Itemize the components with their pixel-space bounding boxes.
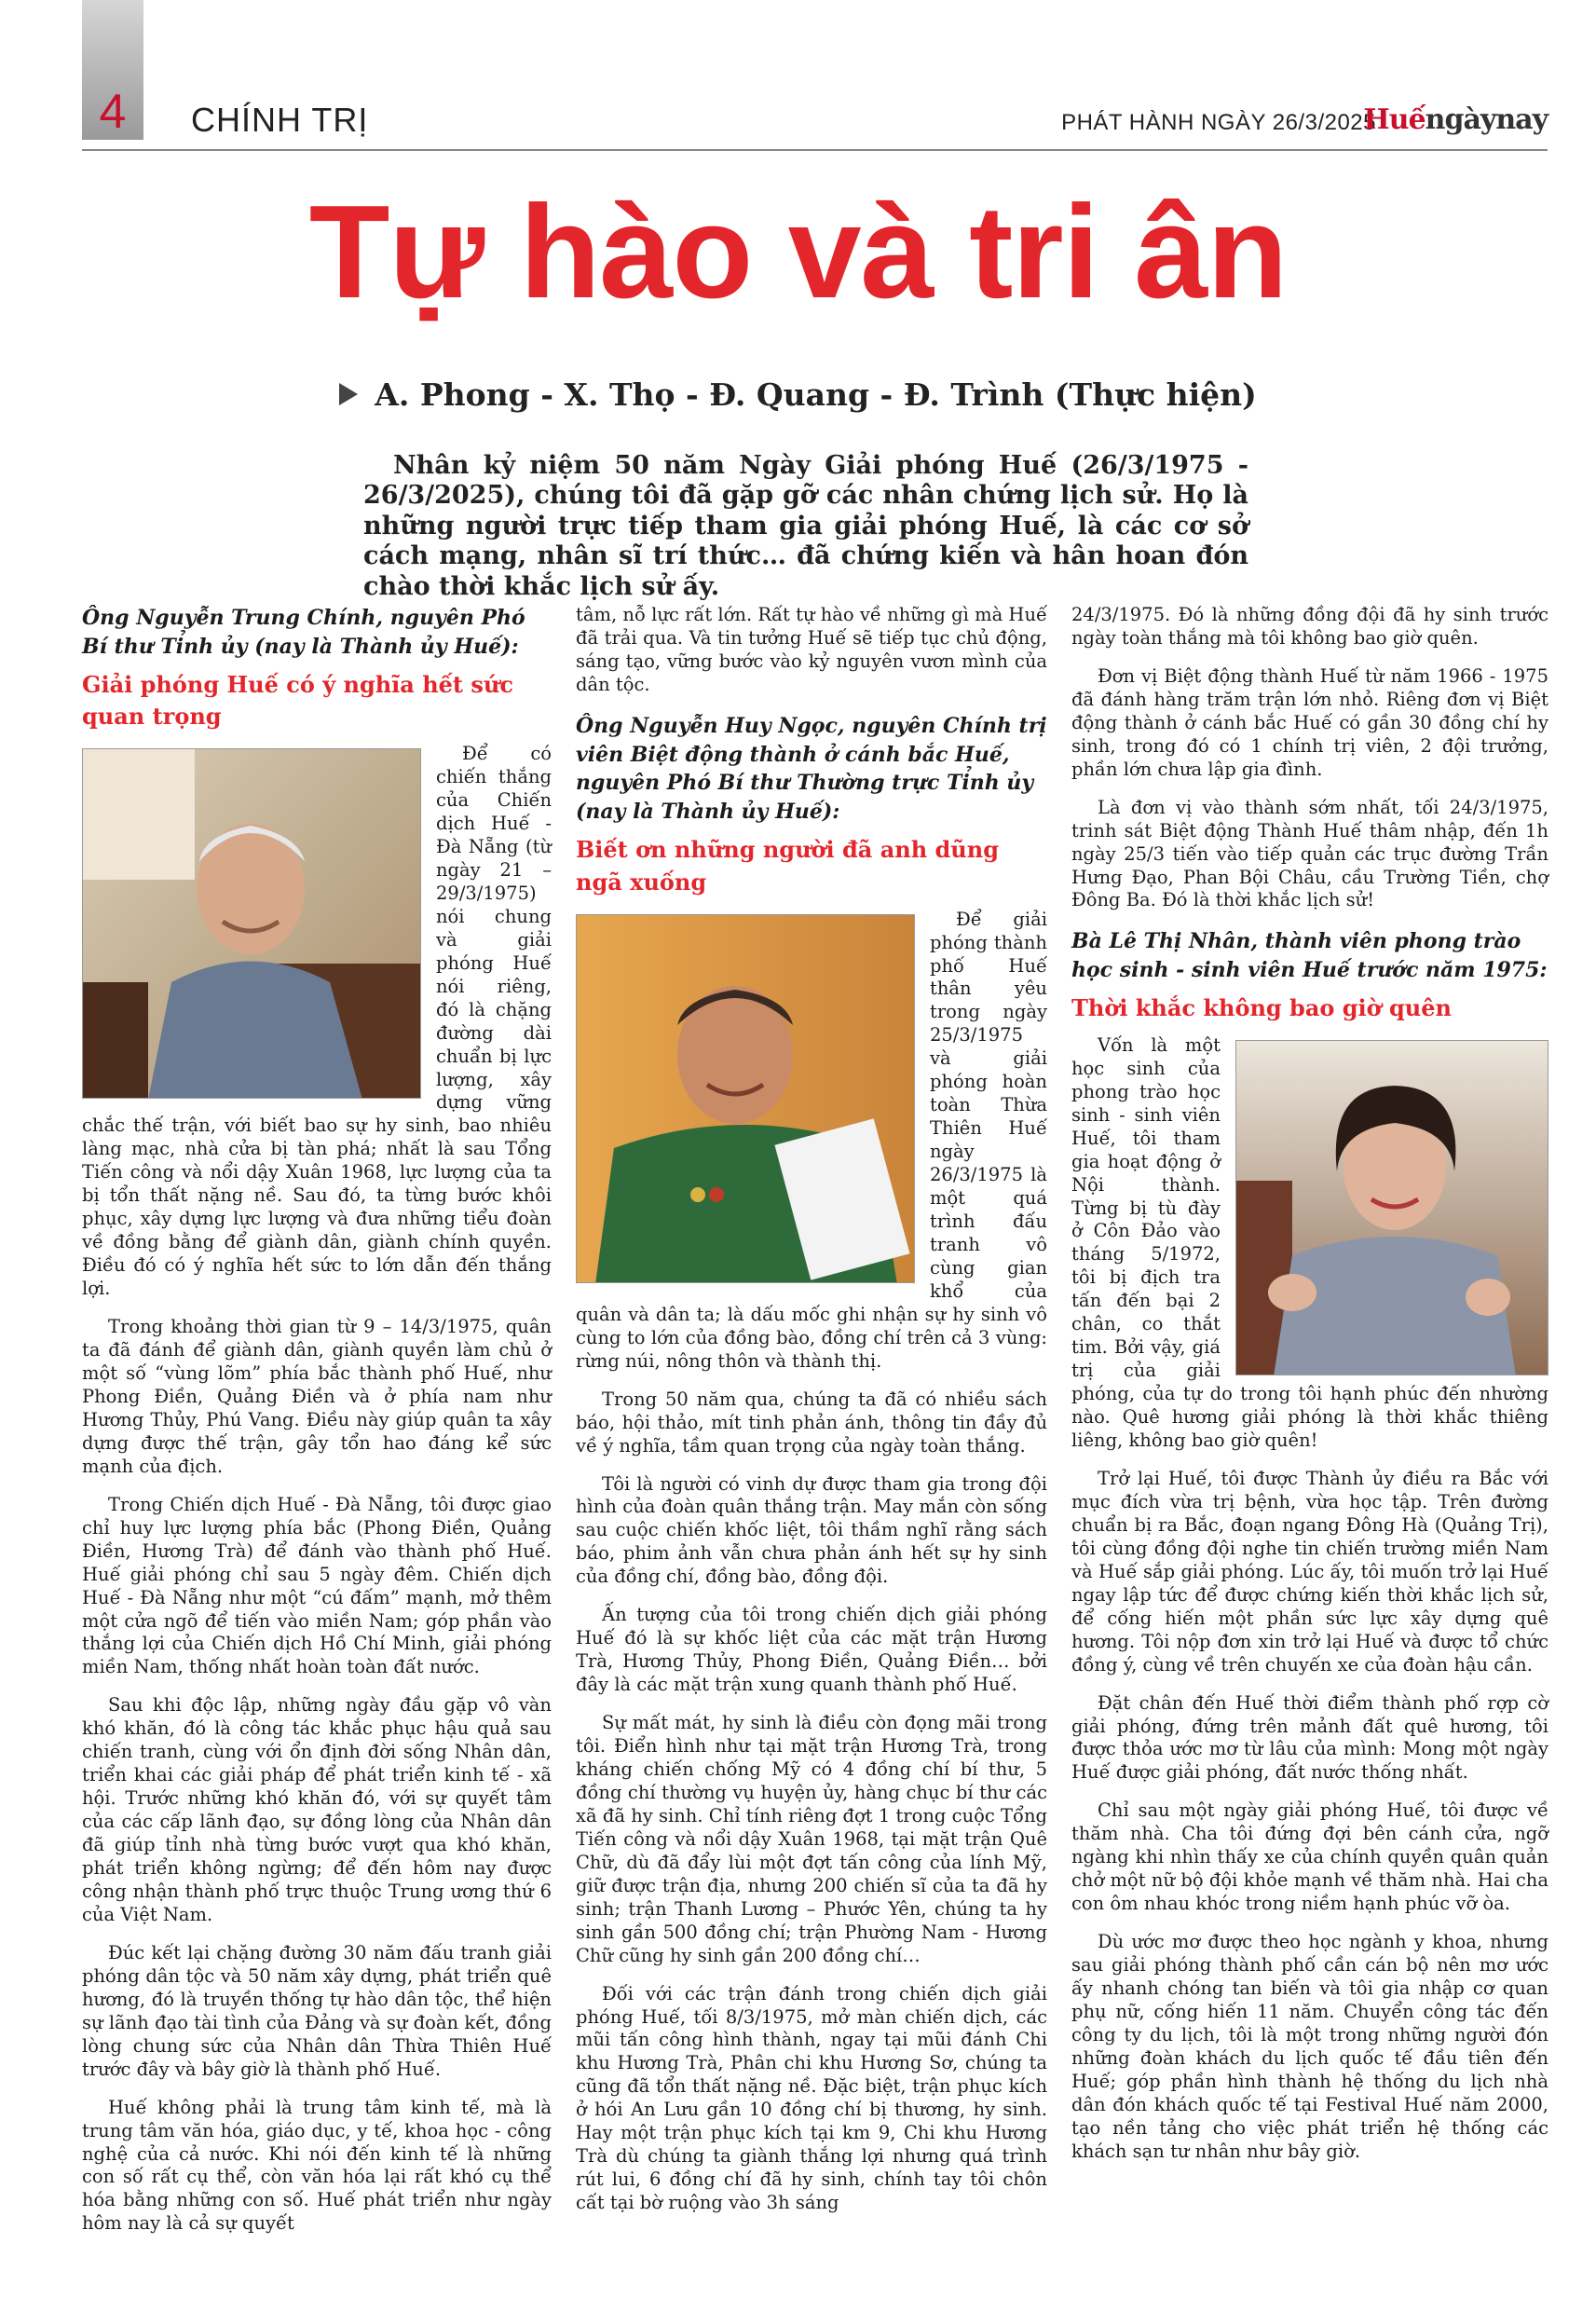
article-title: Tự hào và tri ân	[308, 178, 1288, 326]
newspaper-logo	[1363, 103, 1548, 136]
portrait-photo	[1235, 1040, 1548, 1375]
release-date: PHÁT HÀNH NGÀY 26/3/2025	[1061, 110, 1376, 135]
portrait-photo	[82, 748, 421, 1099]
portrait-woman-grey-jacket	[1236, 1041, 1548, 1375]
column-3	[1071, 604, 1548, 2179]
logo-part-b: ngàynay	[1425, 103, 1548, 136]
column-2	[576, 604, 1047, 2230]
paragraph: Đối với các trận đánh trong chiến dịch giải phóng Huế, tối 8/3/1975, mở màn chiến dịch, các mũi tấn công hình thành, ngay tại mũi đánh Chi khu Hương Trà, Phân chi khu Hương Sơ, chúng ta cũng đã tổn thất nặng nề. Đặc biệt, trận phục kích ở hói An Lưu gần 10 đồng chí bị thương, hy sinh. Hay một trận phục kích tại km 9, Chi khu Hương Trà dù chúng ta giành thắng lợi nhưng quá trình rút lui, 6 đồng chí đã hy sinh, chính tay tôi chôn cất tại bờ ruộng vào 3h sáng	[576, 1982, 1047, 2214]
byline-text: A. Phong - X. Thọ - Đ. Quang - Đ. Trình (Thực hiện)	[375, 376, 1257, 413]
lede	[363, 451, 1248, 602]
section-heading: Biết ơn những người đã anh dũng ngã xuống	[576, 836, 999, 896]
interviewee-intro: Bà Lê Thị Nhân, thành viên phong trào học sinh - sinh viên Huế trước năm 1975:	[1071, 929, 1548, 983]
paragraph: Đặt chân đến Huế thời điểm thành phố rợp cờ giải phóng, đứng trên mảnh đất quê hương, tôi được thỏa ước mơ từ lâu của mình: Mong một ngày Huế được giải phóng, đất nước thống nhất.	[1071, 1691, 1548, 1784]
logo-part-a: Huế	[1363, 103, 1425, 136]
header-divider	[82, 149, 1548, 151]
play-triangle-icon	[339, 383, 358, 405]
paragraph: Đúc kết lại chặng đường 30 năm đấu tranh giải phóng dân tộc và 50 năm xây dựng, phát triển quê hương, đó là truyền thống tự hào dân tộc, thể hiện sự lãnh đạo tài tình của Đảng và sự đoàn kết, đồng lòng chung sức của Nhân dân Thừa Thiên Huế trước đây và bây giờ là thành phố Huế.	[82, 1941, 552, 2080]
lede-text: Nhân kỷ niệm 50 năm Ngày Giải phóng Huế (26/3/1975 - 26/3/2025), chúng tôi đã gặp gỡ các nhân chứng lịch sử. Họ là những người trực tiếp tham gia giải phóng Huế, là các cơ sở cách mạng, nhân sĩ trí thức… đã chứng kiến và hân hoan đón chào thời khắc lịch sử ấy.	[363, 451, 1248, 601]
paragraph: Chỉ sau một ngày giải phóng Huế, tôi được về thăm nhà. Cha tôi đứng đợi bên cánh cửa, ngỡ ngàng khi nhìn thấy xe của chính quyền quân quản chở một nữ bộ đội khỏe mạnh về thăm nhà. Hai cha con ôm nhau khóc trong niềm hạnh phúc vỡ òa.	[1071, 1799, 1548, 1915]
paragraph: Vốn là một học sinh của phong trào học sinh - sinh viên Huế, tôi tham gia hoạt động ở Nội thành. Từng bị tù đày ở Côn Đảo vào tháng 5/1972, tôi bị địch tra tấn đến bại 2 chân, co thắt tim. Bởi vậy, giá trị của giải phóng, của tự do trong tôi hạnh phúc đến nhường nào. Quê hương giải phóng là thời khắc thiêng liêng, không bao giờ quên!	[1071, 1033, 1548, 1452]
interviewee-intro: Ông Nguyễn Huy Ngọc, nguyên Chính trị viên Biệt động thành ở cánh bắc Huế, nguyên Phó Bí thư Thường trực Tỉnh ủy (nay là Thành ủy Huế):	[576, 713, 1047, 825]
paragraph: Sau khi độc lập, những ngày đầu gặp vô vàn khó khăn, đó là công tác khắc phục hậu quả sau chiến tranh, cùng với ổn định đời sống Nhân dân, triển khai các giải pháp để phát triển kinh tế - xã hội. Trước những khó khăn đó, với sự quyết tâm của các cấp lãnh đạo, sự đồng lòng của Nhân dân đã giúp tỉnh nhà từng bước vượt qua khó khăn, phát triển không ngừng; để đến hôm nay được công nhận thành phố trực thuộc Trung ương thứ 6 của Việt Nam.	[82, 1694, 552, 1925]
section-heading: Thời khắc không bao giờ quên	[1071, 994, 1452, 1022]
paragraph: Trong 50 năm qua, chúng ta đã có nhiều sách báo, hội thảo, mít tinh phản ánh, thông tin đầy đủ về ý nghĩa, tầm quan trọng của ngày toàn thắng.	[576, 1388, 1047, 1457]
column-1	[82, 604, 552, 2250]
paragraph: Để giải phóng thành phố Huế thân yêu trong ngày 25/3/1975 và giải phóng hoàn toàn Thừa Thiên Huế ngày 26/3/1975 là một quá trình đấu tranh vô cùng gian khổ của quân và dân ta; là dấu mốc ghi nhận sự hy sinh vô cùng to lớn của đồng bào, đồng chí trên cả 3 vùng: rừng núi, nông thôn và thành thị.	[576, 908, 1047, 1372]
paragraph: Tôi là người có vinh dự được tham gia trong đội hình của đoàn quân thắng trận. May mắn còn sống sau cuộc chiến khốc liệt, tôi thầm nghĩ rằng sách báo, phim ảnh vẫn chưa phản ánh hết sự hy sinh của đồng chí, đồng bào, đồng đội.	[576, 1472, 1047, 1588]
paragraph: Ấn tượng của tôi trong chiến dịch giải phóng Huế đó là sự khốc liệt của các mặt trận Hương Trà, Hương Thủy, Phong Điền, Quảng Điền… bởi đây là các mặt trận xung quanh thành phố Huế.	[576, 1604, 1047, 1696]
paragraph: Dù ước mơ được theo học ngành y khoa, nhưng sau giải phóng thành phố cần cán bộ nên mơ ước ấy nhanh chóng tan biến và tôi gia nhập cơ quan phụ nữ, cống hiến 11 năm. Chuyển công tác đến công ty du lịch, tôi là một trong những người đón những đoàn khách du lịch quốc tế đầu tiên đến Huế; góp phần hình thành hệ thống du lịch nhà dân đón khách quốc tế tại Festival Huế năm 2000, tạo nền tảng cho việc phát triển hệ thống các khách sạn tư nhân như bây giờ.	[1071, 1931, 1548, 2162]
paragraph: 24/3/1975. Đó là những đồng đội đã hy sinh trước ngày toàn thắng mà tôi không bao giờ quên.	[1071, 604, 1548, 649]
paragraph: Sự mất mát, hy sinh là điều còn đọng mãi trong tôi. Điển hình như tại mặt trận Hương Trà, trong kháng chiến chống Mỹ có 4 đồng chí bí thư, 5 đồng chí thường vụ huyện ủy, hàng chục bí thư các xã đã hy sinh. Chỉ tính riêng đợt 1 trong cuộc Tổng Tiến công và nổi dậy Xuân 1968, tại mặt trận Quê Chữ, dù đã đẩy lùi một đợt tấn công của lính Mỹ, giữ được trận địa, nhưng 200 chiến sĩ của ta đã hy sinh; trận Thanh Lương – Phước Yên, chúng ta hy sinh gần 500 đồng chí; trận Phường Nam - Hương Chữ cũng hy sinh gần 200 đồng chí…	[576, 1712, 1047, 1966]
portrait-elderly-man	[83, 749, 421, 1099]
byline	[0, 376, 1596, 413]
section-heading: Giải phóng Huế có ý nghĩa hết sức quan trọng	[82, 670, 513, 731]
paragraph: Để có chiến thắng của Chiến dịch Huế - Đà Nẵng (từ ngày 21 – 29/3/1975) nói chung và giải phóng Huế nói riêng, đó là chặng đường dài chuẩn bị lực lượng, xây dựng vững chắc thế trận, với biết bao sự hy sinh, bao nhiêu làng mạc, nhà cửa bị tàn phá; nhất là sau Tổng Tiến công và nổi dậy Xuân 1968, lực lượng của ta bị tổn thất nặng nề. Sau đó, ta từng bước khôi phục, xây dựng lực lượng và đưa những tiểu đoàn về đồng bằng để giành dân, giành chính quyền. Điều đó có ý nghĩa hết sức to lớn dẫn đến thắng lợi.	[82, 743, 552, 1300]
section-label: CHÍNH TRỊ	[191, 101, 369, 139]
interviewee-intro: Ông Nguyễn Trung Chính, nguyên Phó Bí thư Tỉnh ủy (nay là Thành ủy Huế):	[82, 606, 525, 659]
paragraph: Đơn vị Biệt động thành Huế từ năm 1966 - 1975 đã đánh hàng trăm trận lớn nhỏ. Riêng đơn vị Biệt động thành ở cánh bắc Huế có gần 30 đồng chí hy sinh, trong đó có 1 chính trị viên, 2 đội trưởng, phần lớn chưa lập gia đình.	[1071, 664, 1548, 780]
paragraph: Huế không phải là trung tâm kinh tế, mà là trung tâm văn hóa, giáo dục, y tế, khoa học - công nghệ của cả nước. Khi nói đến kinh tế là những con số rất cụ thể, còn văn hóa lại rất khó cụ thể hóa bằng những con số. Huế phát triển như ngày hôm nay là cả sự quyết	[82, 2096, 552, 2235]
paragraph: Là đơn vị vào thành sớm nhất, tối 24/3/1975, trinh sát Biệt động Thành Huế thâm nhập, đến 1h ngày 25/3 tiến vào tiếp quản các trục đường Trần Hưng Đạo, Phan Bội Châu, cầu Trường Tiền, chợ Đông Ba. Đó là thời khắc lịch sử!	[1071, 796, 1548, 911]
paragraph: tâm, nỗ lực rất lớn. Rất tự hào về những gì mà Huế đã trải qua. Và tin tưởng Huế sẽ tiếp tục chủ động, sáng tạo, vững bước vào kỷ nguyên vươn mình của dân tộc.	[576, 604, 1047, 695]
portrait-photo	[576, 914, 915, 1283]
paragraph: Trong khoảng thời gian từ 9 – 14/3/1975, quân ta đã đánh để giành dân, giành quyền làm chủ ở một số “vùng lõm” phía bắc thành phố Huế, như Phong Điền, Quảng Điền và ở phía nam như Hương Thủy, Phú Vang. Điều này giúp quân ta xây dựng được thế trận, gây tổn hao đáng kể sức mạnh của địch.	[82, 1316, 552, 1477]
paragraph: Trở lại Huế, tôi được Thành ủy điều ra Bắc với mục đích vừa trị bệnh, vừa học tập. Trên đường chuẩn bị ra Bắc, đoạn ngang Đông Hà (Quảng Trị), tôi cùng đồng đội nghe tin chiến trường miền Nam và Huế sắp giải phóng. Lúc ấy, tôi muốn trở lại Huế ngay lập tức để được chứng kiến thời khắc lịch sử, để cống hiến một phần sức lực xây dựng quê hương. Tôi nộp đơn xin trở lại Huế và được tổ chức đồng ý, cùng về trên chuyến xe của đoàn hậu cần.	[1071, 1467, 1548, 1676]
page-number: 4	[82, 0, 143, 140]
portrait-man-green-uniform	[577, 915, 915, 1283]
paragraph: Trong Chiến dịch Huế - Đà Nẵng, tôi được giao chỉ huy lực lượng phía bắc (Phong Điền, Quảng Điền, Hương Trà) để đánh vào thành phố Huế. Huế giải phóng chỉ sau 5 ngày đêm. Chiến dịch Huế - Đà Nẵng như một “cú đấm” mạnh, mở thêm một cửa ngõ để tiến vào miền Nam; góp phần vào thắng lợi của Chiến dịch Hồ Chí Minh, giải phóng miền Nam, thống nhất hoàn toàn đất nước.	[82, 1493, 552, 1678]
